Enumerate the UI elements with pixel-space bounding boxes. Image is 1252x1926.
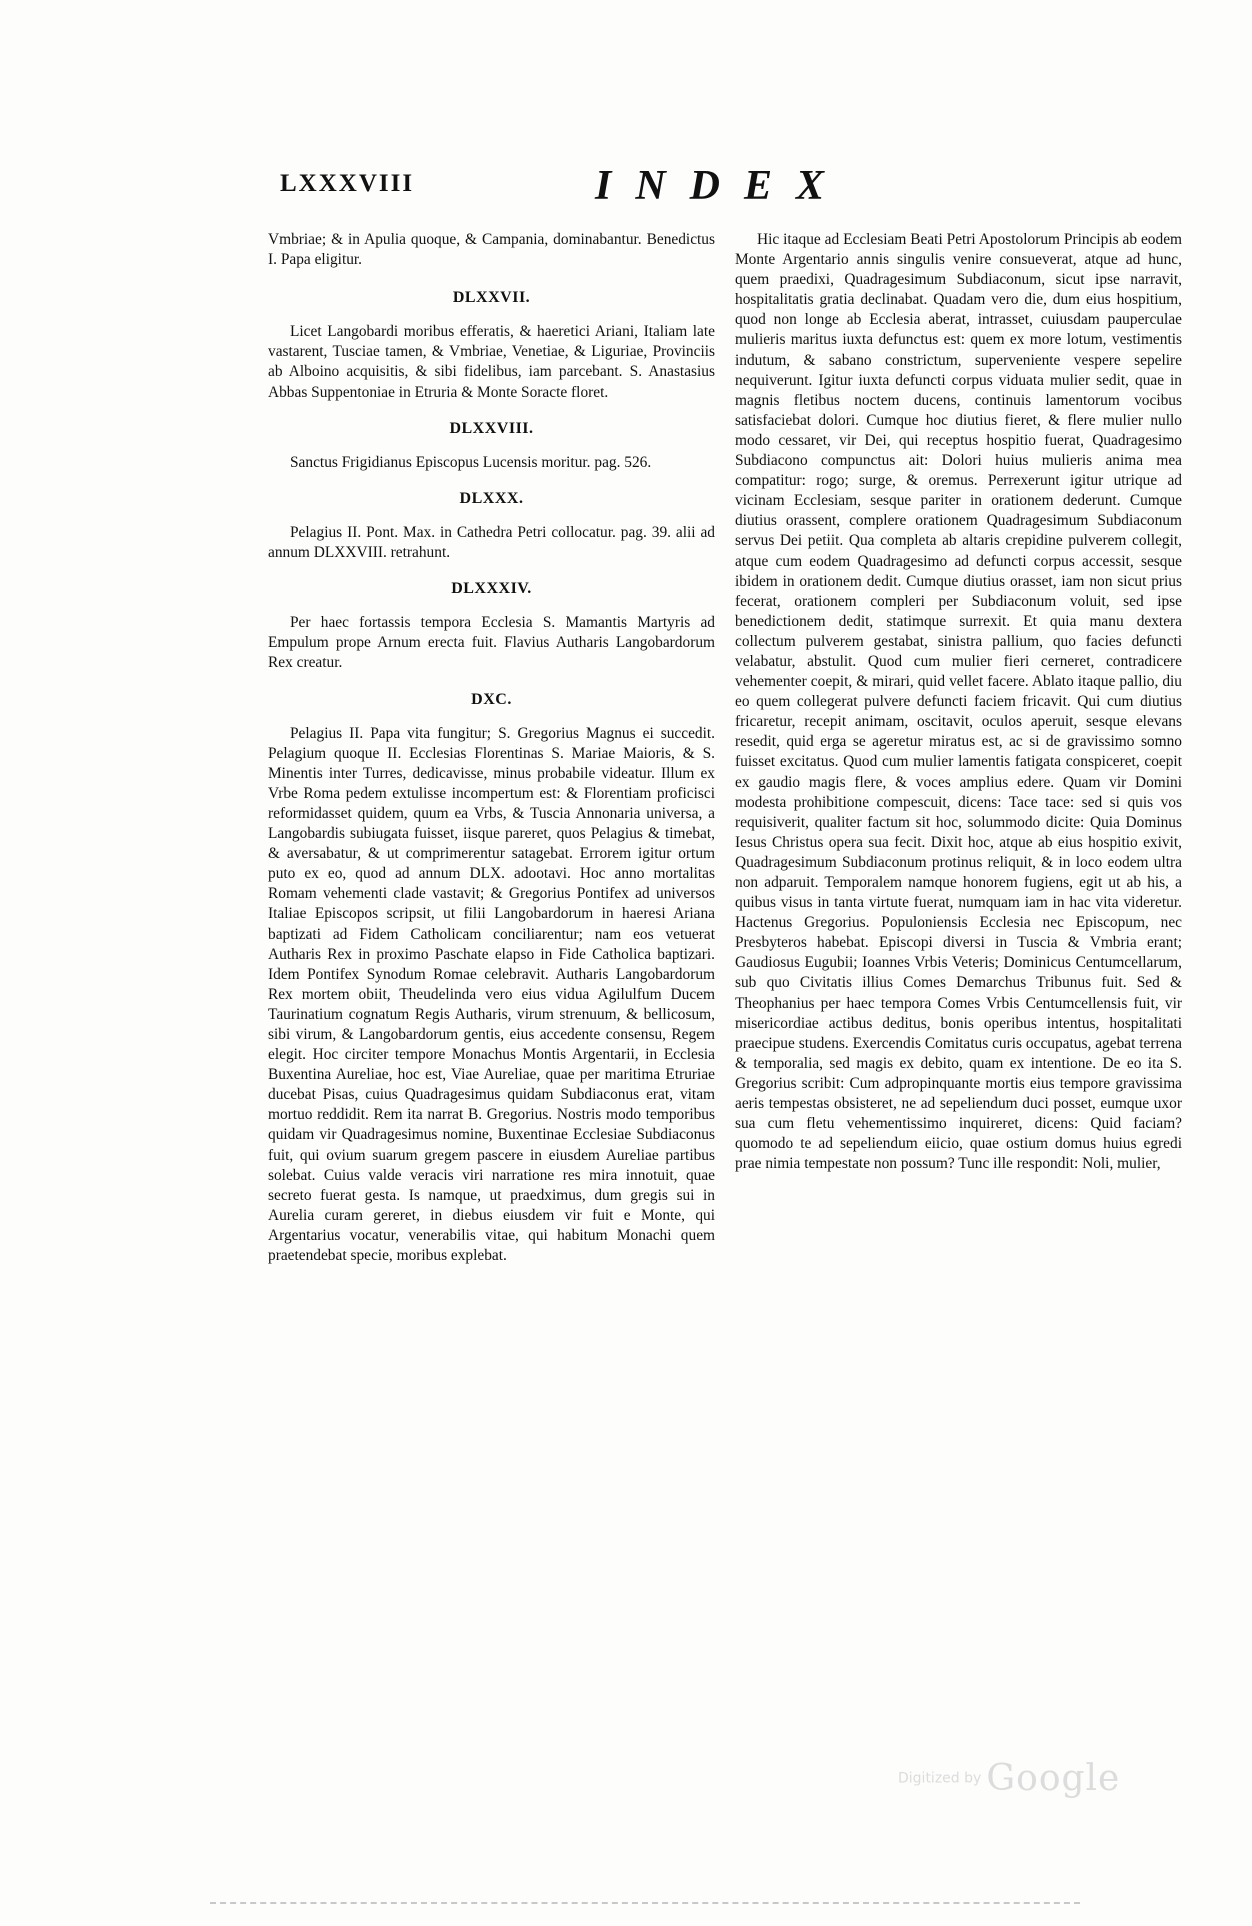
year-heading: DLXXX. xyxy=(459,489,524,507)
entry-paragraph: Sanctus Frigidianus Episcopus Lucensis moritur. pag. 526. xyxy=(290,453,652,471)
continuation-paragraph: Hic itaque ad Ecclesiam Beati Petri Apostolorum Principis ab eodem Monte Argentario annis singulis venire consueverat, atque ad hunc, quem praedixi, Quadragesimum Subdiaconum, sicut ipse narravit, hospitalitatis gratia declinabat. Quadam vero die, dum eius hospitium, quod non longe ab Ecclesia aberat, intrasset, cuiusdam pauperculae mulieris maritus iuxta defunctus est: quem ex more lotum, vestimentis indutum, & sabano constrictum, superveniente vespere sepelire nequiverunt. Igitur iuxta defuncti corpus viduata mulier sedit, quae in magnis fletibus noctem ducens, continuis lamentorum vocibus satisfaciebat dolori. Cumque hoc diutius fieret, & flere mulier nullo modo cessaret, vir Dei, qui receptus hospitio fuerat, Quadragesimo Subdiacono compunctus ait: Dolori huius mulieris anima mea compatitur: rogo; surge, & oremus. Perrexerunt igitur utrique ad vicinam Ecclesiam, sesque pariter in orationem dederunt. Cumque diutius orassent, complere orationem Quadragesimum Subdiaconum servus Dei petiit. Qua completa ab altaris crepidine pulverem collegit, atque cum eodem Quadragesimo ad defuncti corpus accessit, sesque ibidem in orationem dedit. Cumque diutius orasset, iam non sicut prius fecerat, orationem compleri per Subdiaconum voluit, sed ipse benedictionem dedit, statimque surrexit. Et quia manu dextera collectum pulverem gestabat, sinistra pallium, quo facies defuncti velabatur, abstulit. Quod cum mulier fieri cerneret, contradicere vehementer coepit, & mirari, quid vellet facere. Ablato itaque pallio, diu eo quem collegerat pulvere defuncti faciem fricavit. Qui cum diutius fricaretur, recepit animam, oscitavit, oculos aperuit, sesque elevans resedit, quid erga se ageretur miratus est, ac si de gravissimo somno fuisset excitatus. Quod cum mulier lamentis fatigata conspiceret, coepit ex gaudio magis flere, & voces amplius edere. Quam vir Domini modesta prohibitione compescuit, dicens: Tace tace: sed si quis vos requisiverit, qualiter factum sit hoc, solummodo dicite: Quia Dominus Iesus Christus opera sua fecit. Dixit hoc, atque ab eius hospitio exivit, Quadragesimum Subdiaconum protinus reliquit, & in loco eodem ultra non adparuit. Temporalem namque honorem fugiens, egit ut ab his, a quibus visus in tanta virtute fuerat, numquam iam in hac vita videretur. Hactenus Gregorius. Populoniensis Ecclesia nec Episcopum, nec Presbyteros habebat. Episcopi diversi in Tuscia & Vmbria erant; Gaudiosus Eugubii; Ioannes Vrbis Veteris; Dominicus Centumcellarum, sub quo Civitatis illius Comes Demarchus Tribunus fuit. Sed & Theophanius per haec tempora Comes Vrbis Centumcellensis fuit, vir misericordiae actibus deditus, bonis operibus intentus, hospitalitati praecipue studens. Exercendis Comitatus curis occupatus, agebat terrena & temporalia, sed magis ex debito, quam ex intentione. De eo ita S. Gregorius scribit: Cum adpropinquante mortis eius tempore gravissima aeris tempestas obsisteret, ne ad sepeliendum duci posset, eumque uxor sua cum fletu vehementissimo inquireret, dicens: Quid faciam? quomodo te ad sepeliendum eiicio, quae ostium domus huius egredi prae nimia tempestate non possum? Tunc ille respondit: Noli, mulier, xyxy=(735,231,1182,1173)
entry-paragraph: Pelagius II. Pont. Max. in Cathedra Petri collocatur. pag. 39. alii ad annum DLXXVIII. retrahunt. xyxy=(268,523,715,562)
year-heading: DXC. xyxy=(471,690,512,708)
folio-number: LXXXVIII xyxy=(280,170,415,197)
watermark-prefix: Digitized by xyxy=(898,1770,982,1787)
year-heading: DLXXVII. xyxy=(452,289,531,307)
left-column xyxy=(268,230,715,1266)
right-column xyxy=(735,230,1182,1174)
entry-paragraph: Per haec fortassis tempora Ecclesia S. Mamantis Martyris ad Empulum prope Arnum erecta fuit. Flavius Autharis Langobardorum Rex creatur. xyxy=(268,614,715,672)
intro-paragraph: Vmbriae; & in Apulia quoque, & Campania, dominabantur. Benedictus I. Papa eligitur. xyxy=(268,231,715,269)
entry-paragraph: Licet Langobardi moribus efferatis, & haeretici Ariani, Italiam late vastarent, Tusciae tamen, & Vmbriae, Venetiae, & Liguriae, Provinciis ab Alboino acquisitis, & sibi fidelibus, iam parcebant. S. Anastasius Abbas Suppentoniae in Etruria & Monte Soracte floret. xyxy=(268,323,715,401)
page-title: INDEX xyxy=(595,163,849,209)
entry-paragraph: Pelagius II. Papa vita fungitur; S. Gregorius Magnus ei succedit. Pelagium quoque II. Ecclesias Florentinas S. Mariae Maioris, & S. Minentis inter Turres, dedicavisse, minus probabile videatur. Illum ex Vrbe Roma pedem extulisse incompertum est: & Florentiam proficisci reformidasset quidem, quum ea Vrbs, & Tuscia Annonaria universa, a Langobardis subiugata fuisset, iisque pareret, quos Pelagius & timebat, & aversabatur, & ut comprimerentur satagebat. Errorem igitur ortum puto ex eo, quod ad annum DLX. adootavi. Hoc anno mortalitas Romam vehementi clade vastavit; & Gregorius Pontifex ad universos Italiae Episcopos scripsit, ut filii Langobardorum in haeresi Ariana baptizati ad Fidem Catholicam conciliarentur; nam eos vetuerat Autharis Rex in proximo Paschate elapso in Fide Catholica baptizari. Idem Pontifex Synodum Romae celebravit. Autharis Langobardorum Rex mortem obiit, Theudelinda vero eius vidua Agilulfum Ducem Taurinatium cognatum Regis Autharis, virum strenuum, & bellicosum, sibi virum, & Langobardorum gentis, eius accedente consensu, Regem elegit. Hoc circiter tempore Monachus Montis Argentarii, in Ecclesia Buxentina Aureliae, hoc est, Viae Aureliae, quae per maritima Etruriae ducebat Pisas, cuius Quadragesimus quidam Subdiaconus erat, vitam mortuo reddidit. Rem ita narrat B. Gregorius. Nostris modo temporibus quidam vir Quadragesimus nomine, Buxentinae Ecclesiae Subdiaconus fuit, qui ovium suarum gregem pascere in eiusdem Aureliae partibus solebat. Cuius valde veracis viri narratione res mira innotuit, quae secreto fuerat gesta. Is namque, ut praedximus, dum gregis sui in Aurelia curam gereret, in diebus eiusdem vir fuit e Monte, qui Argentarius vocatur, venerabilis vitae, qui habitum Monachi quem praetendebat specie, moribus explebat. xyxy=(268,724,715,1265)
page-header xyxy=(280,162,1000,210)
digitized-watermark xyxy=(898,1758,1120,1799)
watermark-brand: Google xyxy=(986,1758,1121,1799)
year-heading: DLXXVIII. xyxy=(449,419,534,437)
scan-edge-line xyxy=(210,1902,1080,1904)
year-heading: DLXXXIV. xyxy=(451,580,532,598)
